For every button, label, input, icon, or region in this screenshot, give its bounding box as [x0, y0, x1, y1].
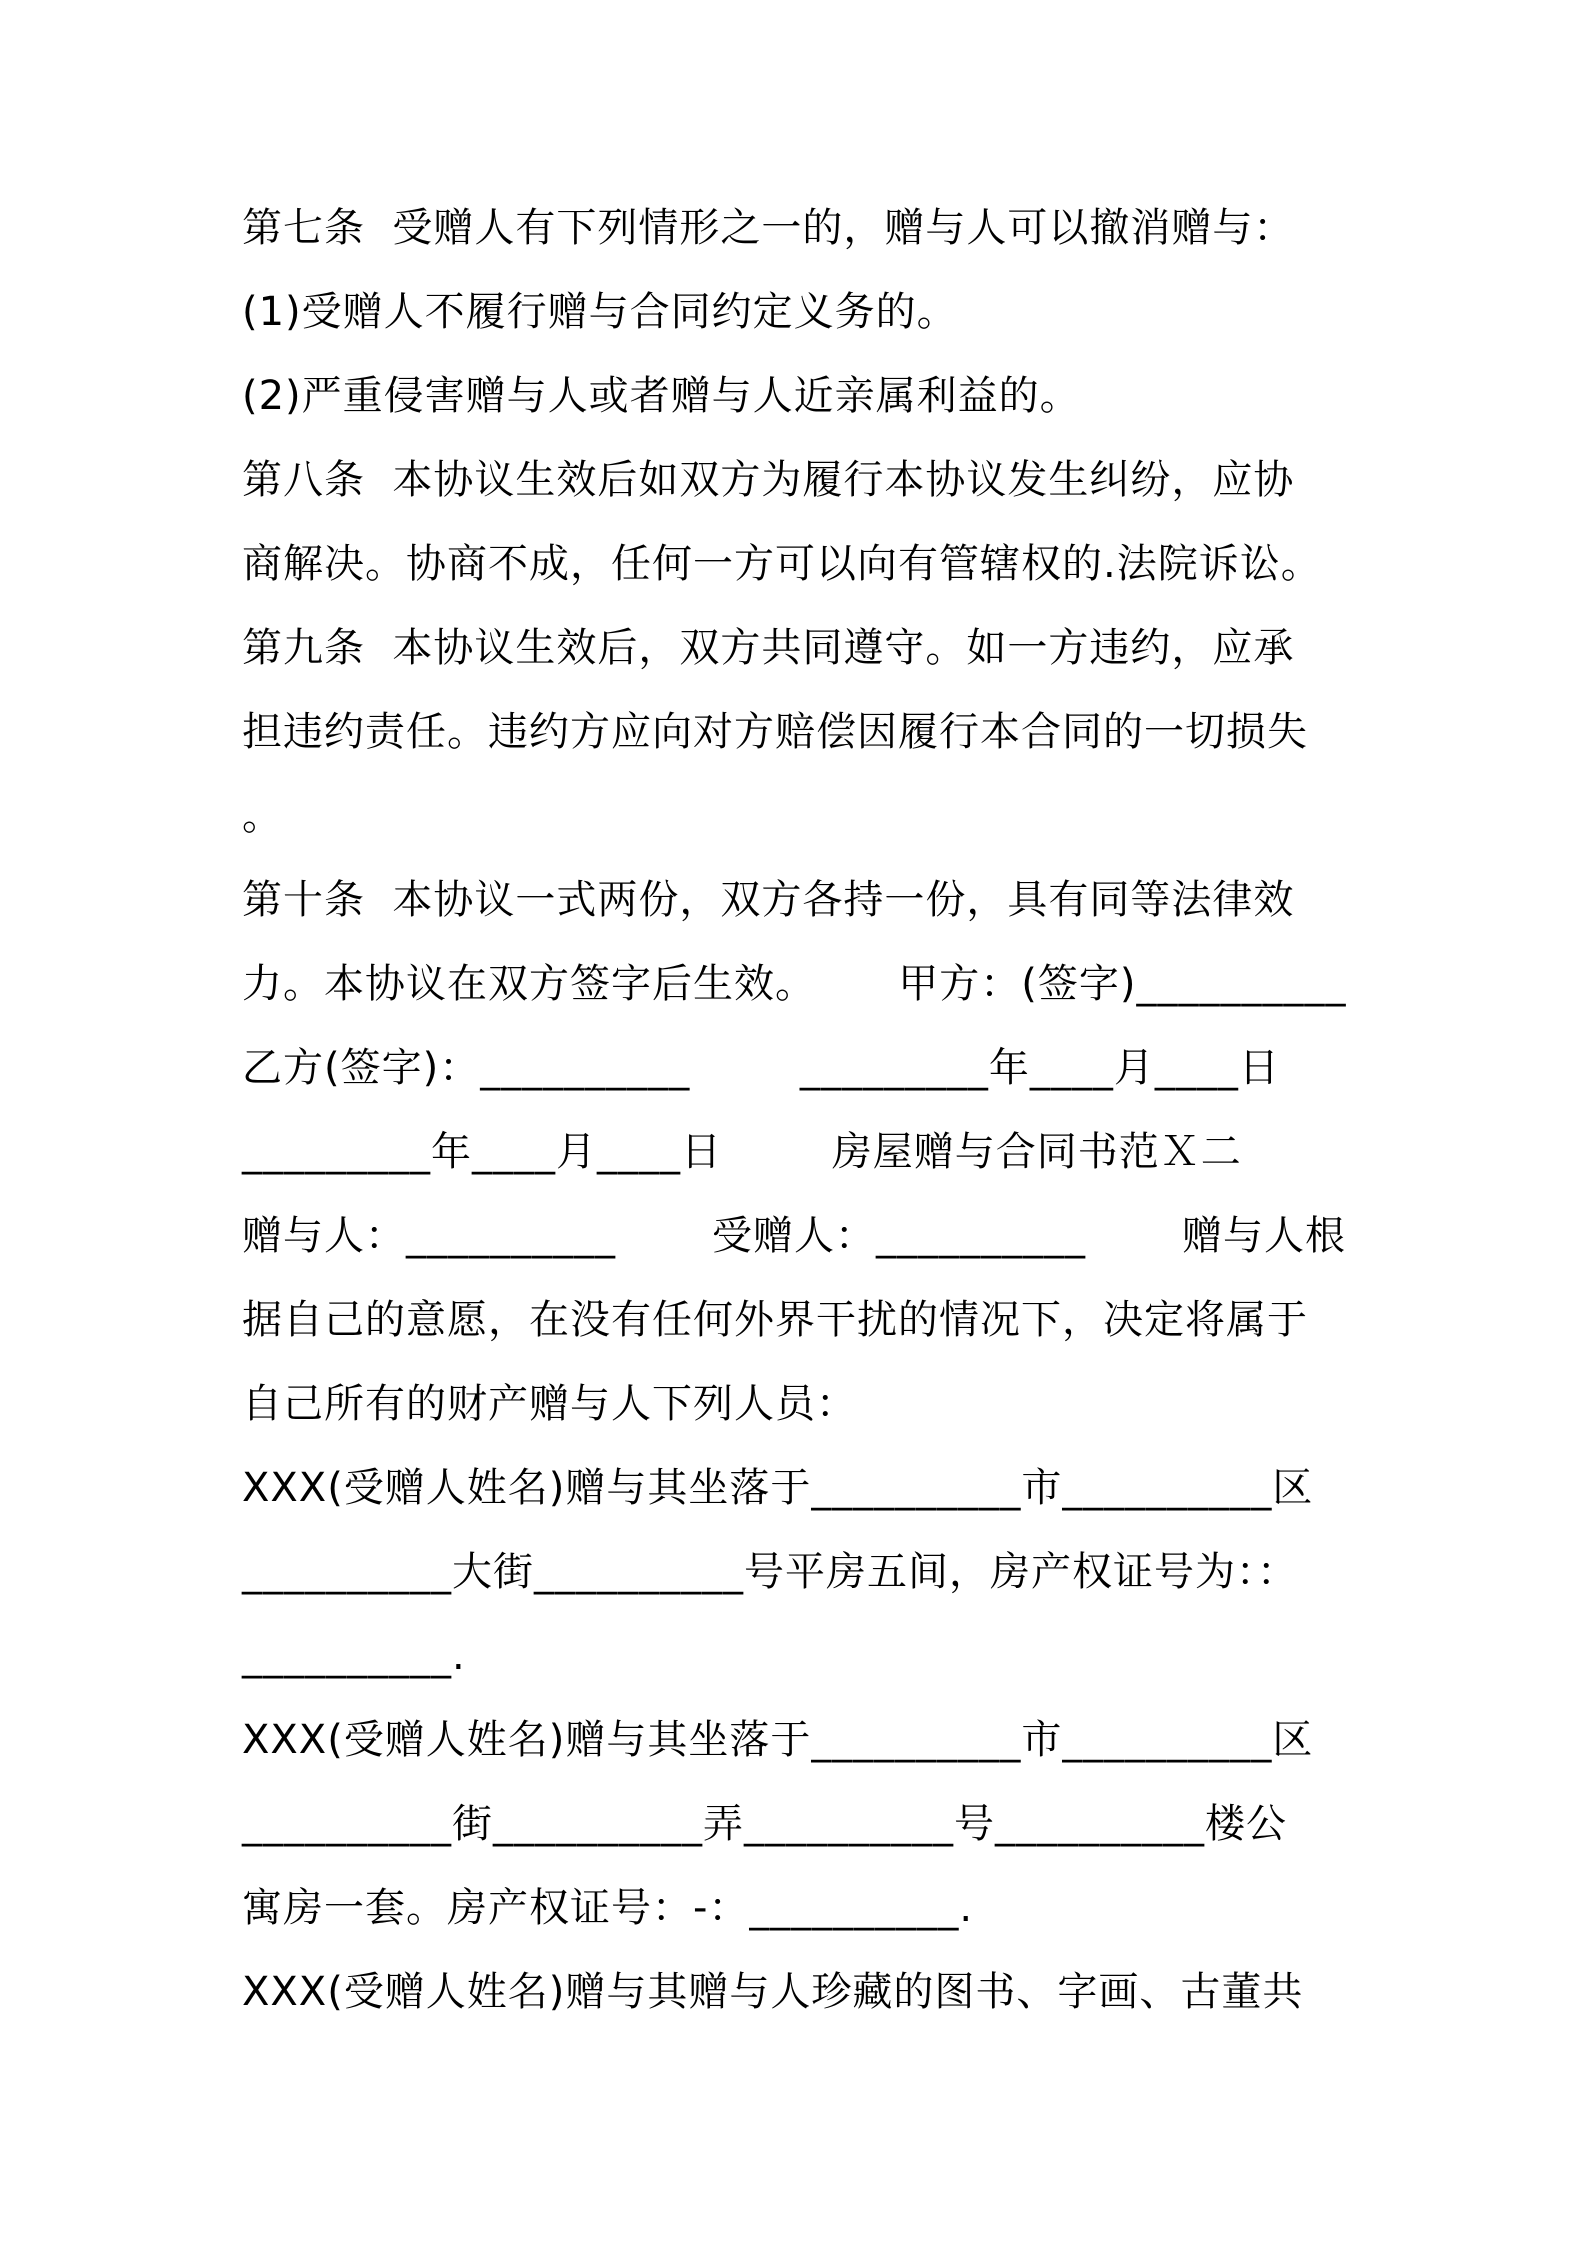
property-2-line-2: __________街__________弄__________号__________楼公 [242, 1801, 1287, 1847]
donation-intent-line-1: 据自己的意愿，在没有任何外界干扰的情况下，决定将属于 [242, 1297, 1308, 1343]
property-2-line-1: XXX(受赠人姓名)赠与其坐落于__________市__________区 [242, 1717, 1314, 1763]
article-7-heading: 第七条 受赠人有下列情形之一的，赠与人可以撤消赠与： [242, 205, 1295, 251]
article-9-line-2: 担违约责任。违约方应向对方赔偿因履行本合同的一切损失 [242, 709, 1308, 755]
property-1-line-2: __________大街__________号平房五间，房产权证号为：： [242, 1549, 1298, 1595]
property-2-line-3: 寓房一套。房产权证号：-：__________. [242, 1885, 974, 1931]
article-7-item-2: (2)严重侵害赠与人或者赠与人近亲属利益的。 [242, 373, 1081, 419]
donation-intent-line-2: 自己所有的财产赠与人下列人员： [242, 1381, 857, 1427]
article-8-line-2: 商解决。协商不成，任何一方可以向有管辖权的.法院诉讼。 [242, 541, 1322, 587]
article-9-line-1: 第九条 本协议生效后，双方共同遵守。如一方违约，应承 [242, 625, 1295, 671]
article-8-line-1: 第八条 本协议生效后如双方为履行本协议发生纠纷，应协 [242, 457, 1295, 503]
property-1-line-3: __________. [242, 1633, 466, 1679]
article-7-item-1: (1)受赠人不履行赠与合同约定义务的。 [242, 289, 958, 335]
property-3-line-1: XXX(受赠人姓名)赠与其赠与人珍藏的图书、字画、古董共 [242, 1969, 1304, 2015]
article-10-line-1: 第十条 本协议一式两份，双方各持一份，具有同等法律效 [242, 877, 1295, 923]
article-10-line-2: 力。本协议在双方签字后生效。 甲方：(签字)__________ [242, 961, 1347, 1007]
article-9-line-3: 。 [242, 793, 283, 839]
donor-donee-line: 赠与人：__________ 受赠人：__________ 赠与人根 [242, 1213, 1347, 1259]
signature-date-line-1: 乙方(签字)：__________ _________年____月____日 [242, 1045, 1280, 1091]
property-1-line-1: XXX(受赠人姓名)赠与其坐落于__________市__________区 [242, 1465, 1314, 1511]
signature-date-line-2: _________年____月____日 房屋赠与合同书范Ｘ二 [242, 1129, 1242, 1175]
